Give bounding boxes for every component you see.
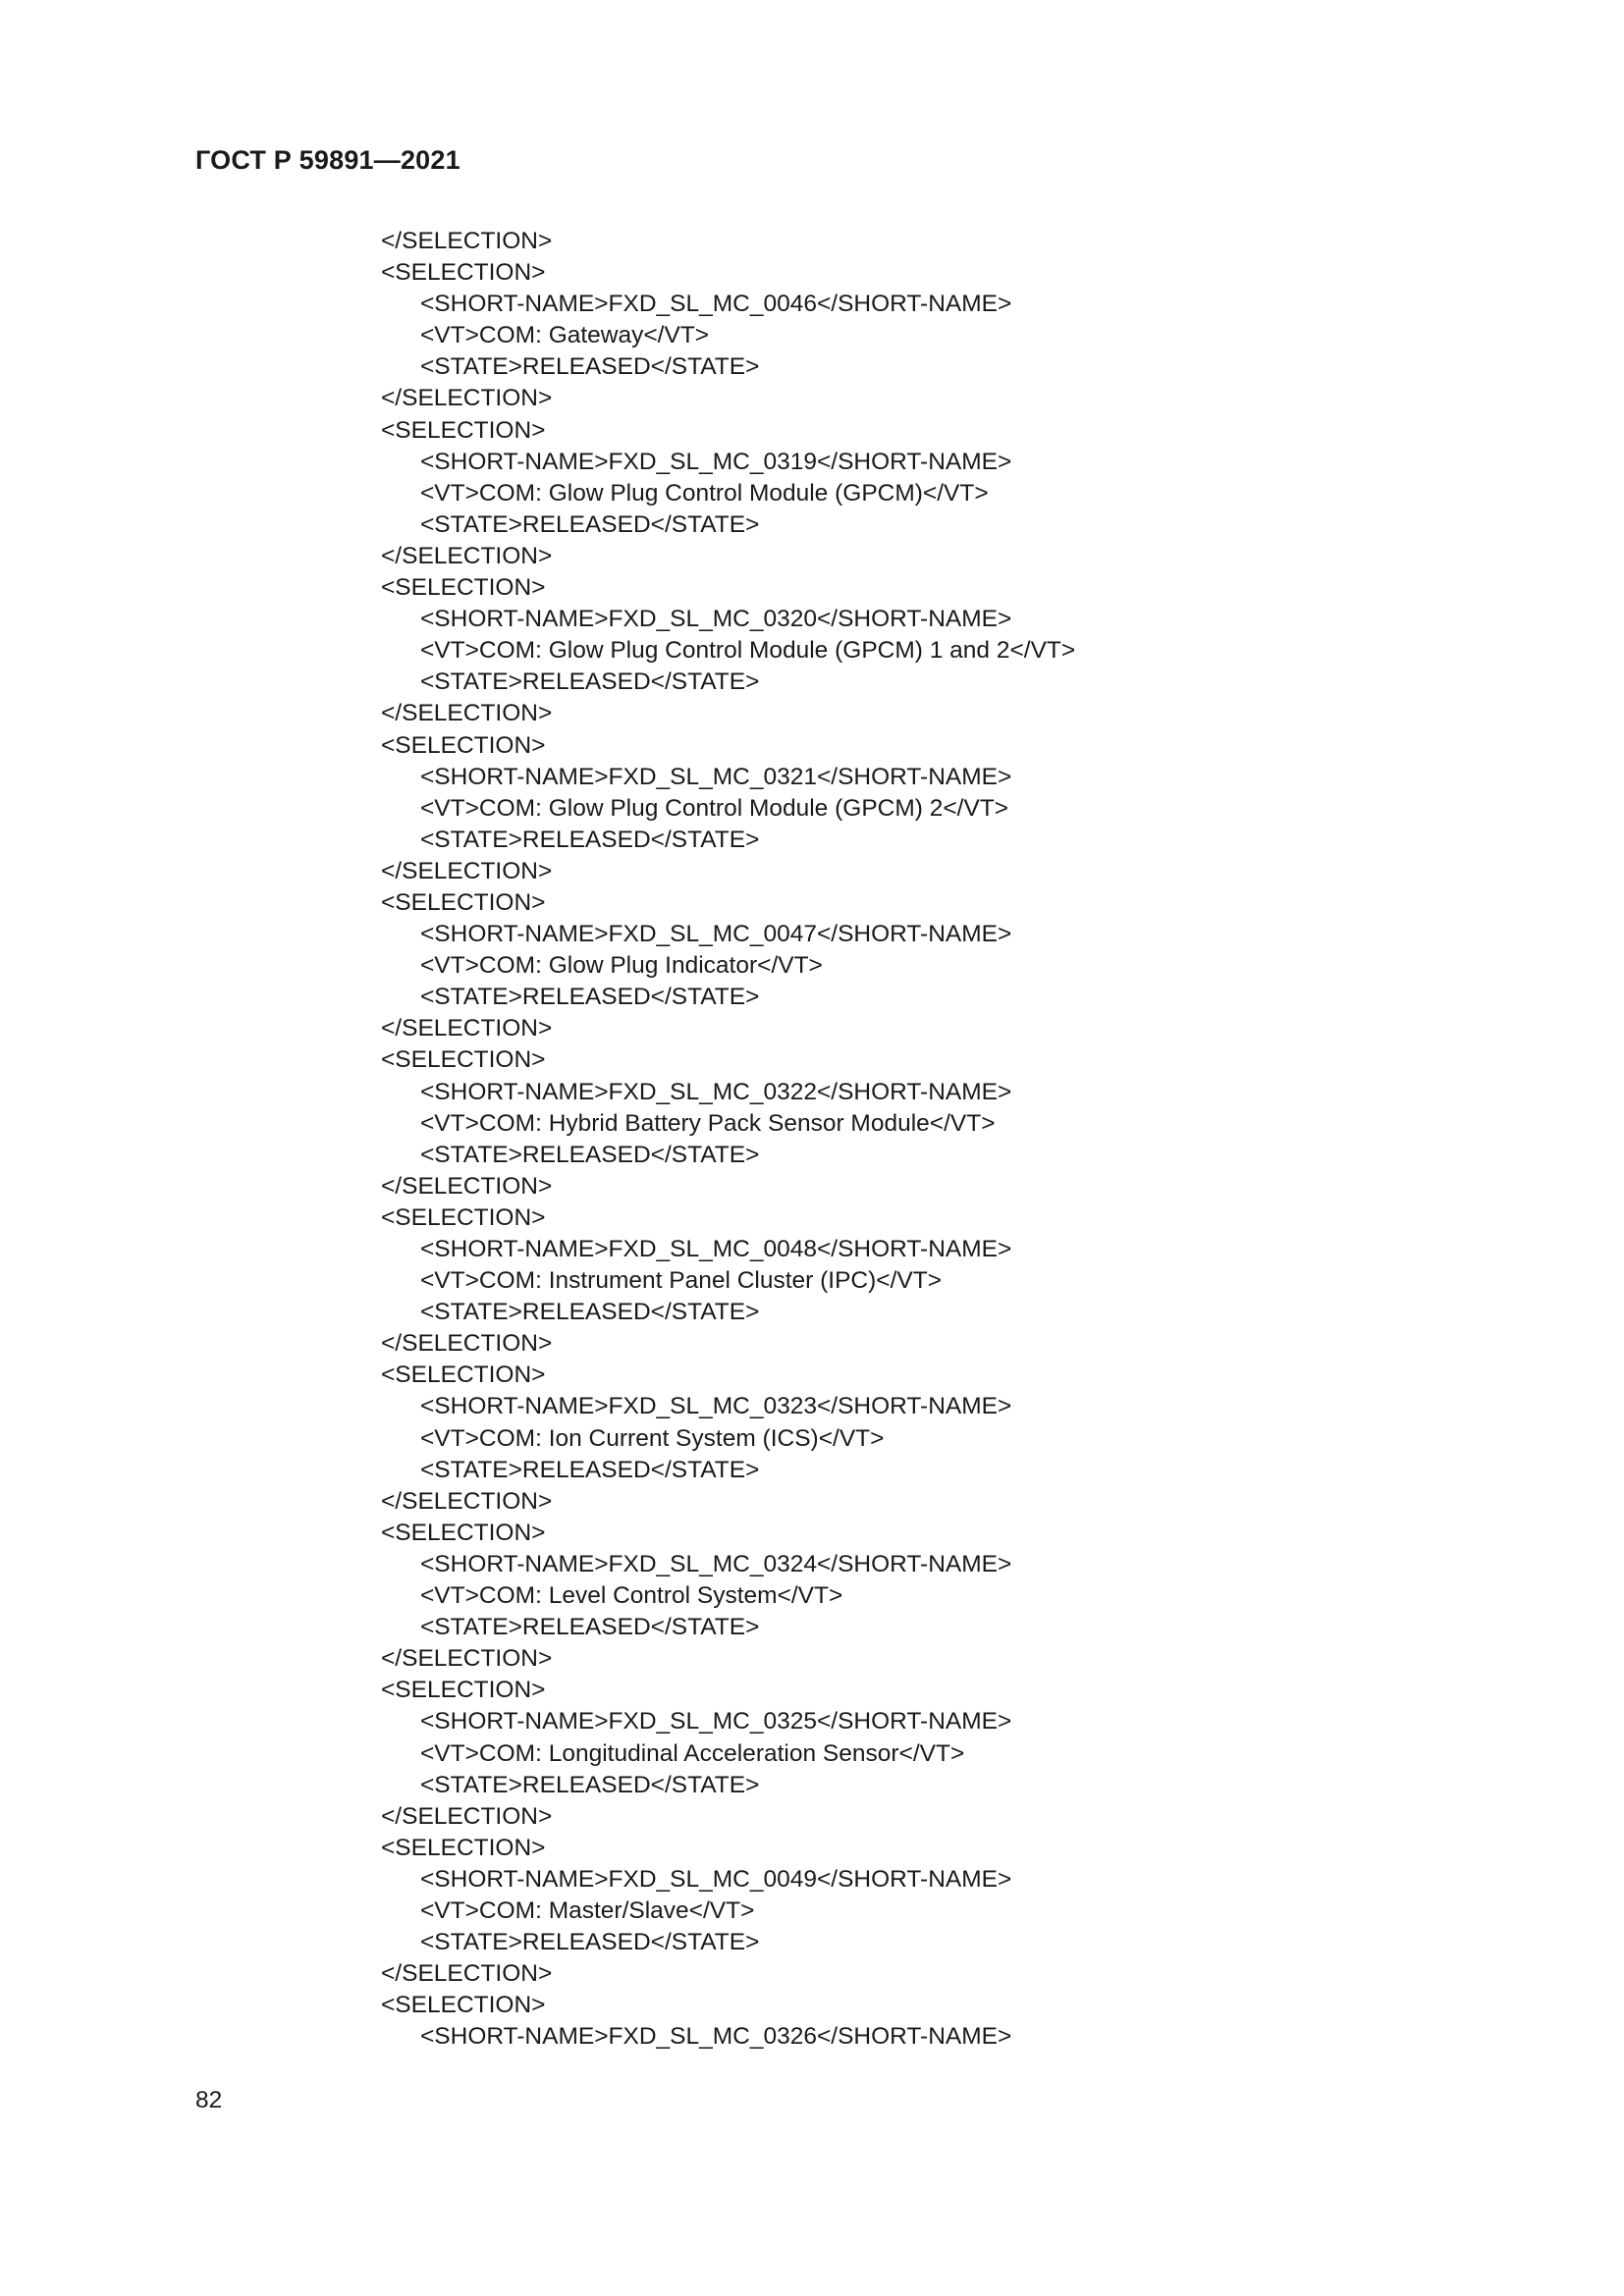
code-line: <SELECTION>: [381, 1992, 546, 2019]
xml-code-listing: [381, 226, 1510, 2053]
code-line: </SELECTION>: [381, 228, 553, 254]
code-line: <VT>COM: Glow Plug Control Module (GPCM) 1 and 2</VT>: [420, 637, 1076, 665]
code-line: <SHORT-NAME>FXD_SL_MC_0049</SHORT-NAME>: [420, 1865, 1012, 1893]
code-line: </SELECTION>: [381, 1330, 553, 1358]
code-line: <STATE>RELEASED</STATE>: [420, 353, 760, 381]
code-line: <SHORT-NAME>FXD_SL_MC_0323</SHORT-NAME>: [420, 1393, 1012, 1420]
code-line: <STATE>RELEASED</STATE>: [420, 668, 760, 696]
code-line: <STATE>RELEASED</STATE>: [420, 1299, 760, 1326]
code-line: </SELECTION>: [381, 1960, 553, 1988]
code-line: <SHORT-NAME>FXD_SL_MC_0322</SHORT-NAME>: [420, 1078, 1012, 1105]
code-line: <STATE>RELEASED</STATE>: [420, 1141, 760, 1168]
code-line: </SELECTION>: [381, 542, 553, 569]
code-line: </SELECTION>: [381, 857, 553, 884]
code-line: <SHORT-NAME>FXD_SL_MC_0046</SHORT-NAME>: [420, 291, 1012, 318]
code-line: <VT>COM: Hybrid Battery Pack Sensor Module</VT>: [420, 1109, 996, 1137]
code-line: <SELECTION>: [381, 574, 546, 602]
code-line: <SELECTION>: [381, 1046, 546, 1074]
code-line: <VT>COM: Master/Slave</VT>: [420, 1896, 755, 1924]
code-line: <SHORT-NAME>FXD_SL_MC_0326</SHORT-NAME>: [420, 2023, 1012, 2051]
code-line: <STATE>RELEASED</STATE>: [420, 1456, 760, 1483]
code-line: <VT>COM: Glow Plug Control Module (GPCM) 2</VT>: [420, 794, 1009, 822]
code-line: <VT>COM: Ion Current System (ICS)</VT>: [420, 1424, 885, 1452]
code-line: <STATE>RELEASED</STATE>: [420, 1929, 760, 1956]
code-line: <SHORT-NAME>FXD_SL_MC_0325</SHORT-NAME>: [420, 1708, 1012, 1735]
code-line: <SELECTION>: [381, 1203, 546, 1231]
code-line: <STATE>RELEASED</STATE>: [420, 826, 760, 853]
code-line: <STATE>RELEASED</STATE>: [420, 1614, 760, 1641]
code-line: <VT>COM: Gateway</VT>: [420, 322, 710, 349]
code-line: <VT>COM: Level Control System</VT>: [420, 1582, 843, 1610]
code-line: <STATE>RELEASED</STATE>: [420, 1771, 760, 1798]
code-line: <SHORT-NAME>FXD_SL_MC_0048</SHORT-NAME>: [420, 1236, 1012, 1262]
code-line: <SELECTION>: [381, 1519, 546, 1546]
code-line: <SHORT-NAME>FXD_SL_MC_0324</SHORT-NAME>: [420, 1550, 1012, 1577]
code-line: <SELECTION>: [381, 1362, 546, 1389]
code-line: <SELECTION>: [381, 259, 546, 287]
code-line: </SELECTION>: [381, 1487, 553, 1515]
code-line: <SHORT-NAME>FXD_SL_MC_0321</SHORT-NAME>: [420, 763, 1012, 790]
code-line: <SELECTION>: [381, 731, 546, 759]
code-line: <STATE>RELEASED</STATE>: [420, 510, 760, 538]
code-line: <SELECTION>: [381, 1834, 546, 1861]
code-line: </SELECTION>: [381, 1015, 553, 1042]
code-line: <VT>COM: Glow Plug Indicator</VT>: [420, 952, 823, 980]
code-line: </SELECTION>: [381, 385, 553, 412]
code-line: <VT>COM: Glow Plug Control Module (GPCM)</VT>: [420, 479, 989, 507]
page-number: 82: [195, 2087, 223, 2113]
code-line: <SHORT-NAME>FXD_SL_MC_0047</SHORT-NAME>: [420, 921, 1012, 948]
code-line: <VT>COM: Longitudinal Acceleration Sensor</VT>: [420, 1739, 965, 1767]
code-line: </SELECTION>: [381, 1802, 553, 1830]
code-line: </SELECTION>: [381, 1172, 553, 1200]
code-line: <SHORT-NAME>FXD_SL_MC_0320</SHORT-NAME>: [420, 606, 1012, 633]
code-line: <SELECTION>: [381, 888, 546, 916]
code-line: </SELECTION>: [381, 700, 553, 727]
code-line: <VT>COM: Instrument Panel Cluster (IPC)</VT>: [420, 1267, 943, 1295]
code-line: <SHORT-NAME>FXD_SL_MC_0319</SHORT-NAME>: [420, 448, 1012, 475]
code-line: <SELECTION>: [381, 416, 546, 444]
code-line: <SELECTION>: [381, 1677, 546, 1704]
code-line: </SELECTION>: [381, 1645, 553, 1673]
code-line: <STATE>RELEASED</STATE>: [420, 984, 760, 1011]
document-header: ГОСТ Р 59891—2021: [195, 145, 460, 175]
